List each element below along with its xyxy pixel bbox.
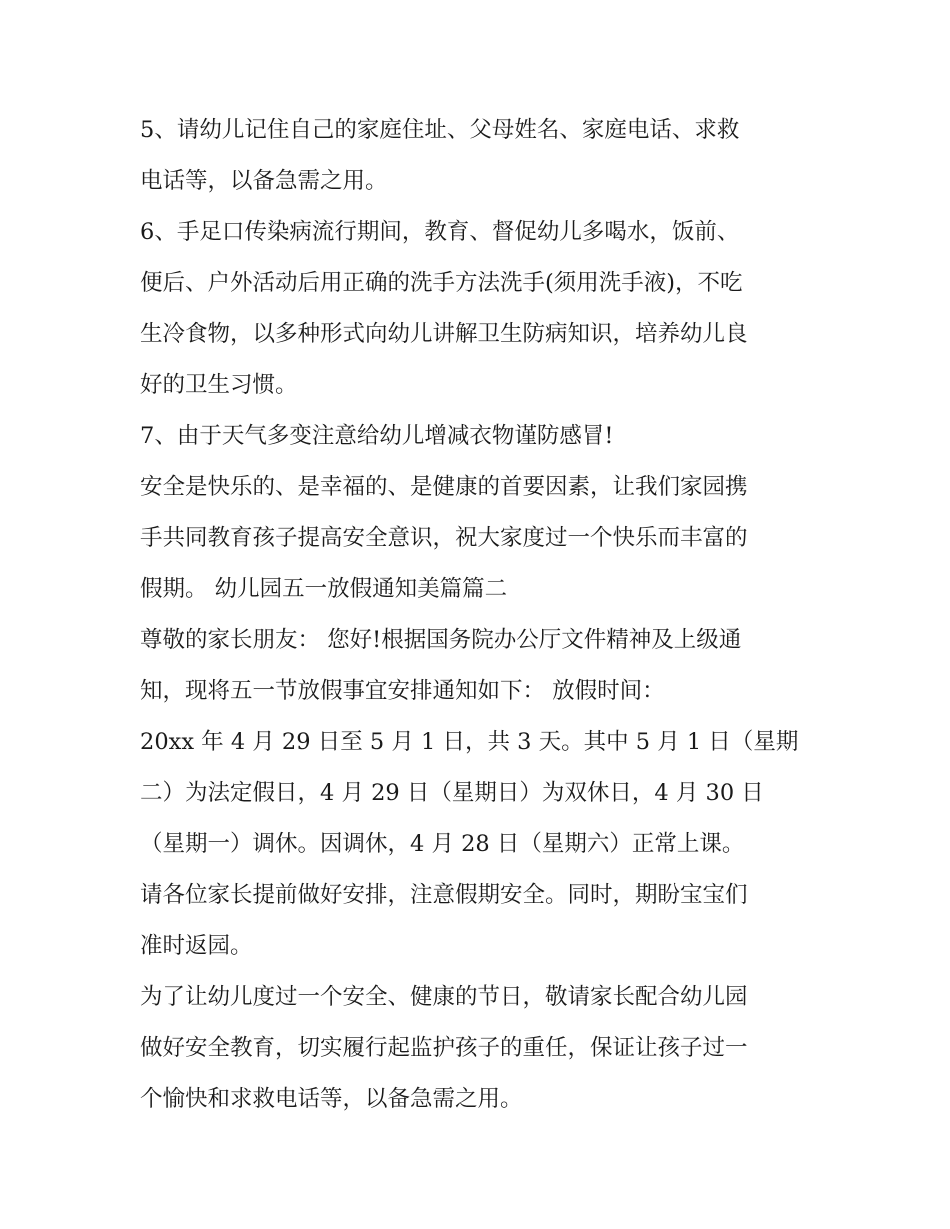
paragraph-item-7	[140, 411, 820, 462]
text-line: 为了让幼儿度过一个安全、健康的节日，敬请家长配合幼儿园	[140, 984, 748, 1010]
text-line: 安全是快乐的、是幸福的、是健康的首要因素，让我们家园携	[140, 474, 748, 500]
text-line: 生冷食物，以多种形式向幼儿讲解卫生防病知识，培养幼儿良	[140, 321, 748, 347]
text-line: 电话等，以备急需之用。	[140, 168, 388, 194]
paragraph-schedule	[140, 717, 820, 972]
paragraph-closing	[140, 462, 820, 615]
text-line: 便后、户外活动后用正确的洗手方法洗手(须用洗手液)，不吃	[140, 270, 743, 296]
text-line: 个愉快和求救电话等，以备急需之用。	[140, 1086, 523, 1112]
paragraph-item-6	[140, 207, 820, 411]
text-line: 二）为法定假日，4 月 29 日（星期日）为双休日，4 月 30 日	[140, 780, 764, 806]
text-line: 20xx 年 4 月 29 日至 5 月 1 日，共 3 天。其中 5 月 1 日（星期	[140, 729, 799, 755]
text-line: 尊敬的家长朋友： 您好!根据国务院办公厅文件精神及上级通	[140, 627, 742, 653]
text-line: 做好安全教育，切实履行起监护孩子的重任，保证让孩子过一	[140, 1035, 748, 1061]
paragraph-safety-request	[140, 972, 820, 1125]
text-line: 准时返园。	[140, 933, 253, 959]
text-line: 知，现将五一节放假事宜安排通知如下： 放假时间：	[140, 678, 665, 704]
text-line: （星期一）调休。因调休，4 月 28 日（星期六）正常上课。	[140, 831, 745, 857]
paragraph-item-5	[140, 105, 820, 207]
text-line: 好的卫生习惯。	[140, 372, 298, 398]
text-line: 5、请幼儿记住自己的家庭住址、父母姓名、家庭电话、求救	[140, 117, 740, 143]
text-line: 假期。 幼儿园五一放假通知美篇篇二	[140, 576, 508, 602]
text-line: 6、手足口传染病流行期间，教育、督促幼儿多喝水，饭前、	[140, 219, 740, 245]
text-line: 请各位家长提前做好安排，注意假期安全。同时，期盼宝宝们	[140, 882, 748, 908]
text-line: 手共同教育孩子提高安全意识，祝大家度过一个快乐而丰富的	[140, 525, 748, 551]
document-body	[140, 105, 820, 1125]
paragraph-greeting	[140, 615, 820, 717]
text-line: 7、由于天气多变注意给幼儿增减衣物谨防感冒!	[140, 423, 614, 449]
